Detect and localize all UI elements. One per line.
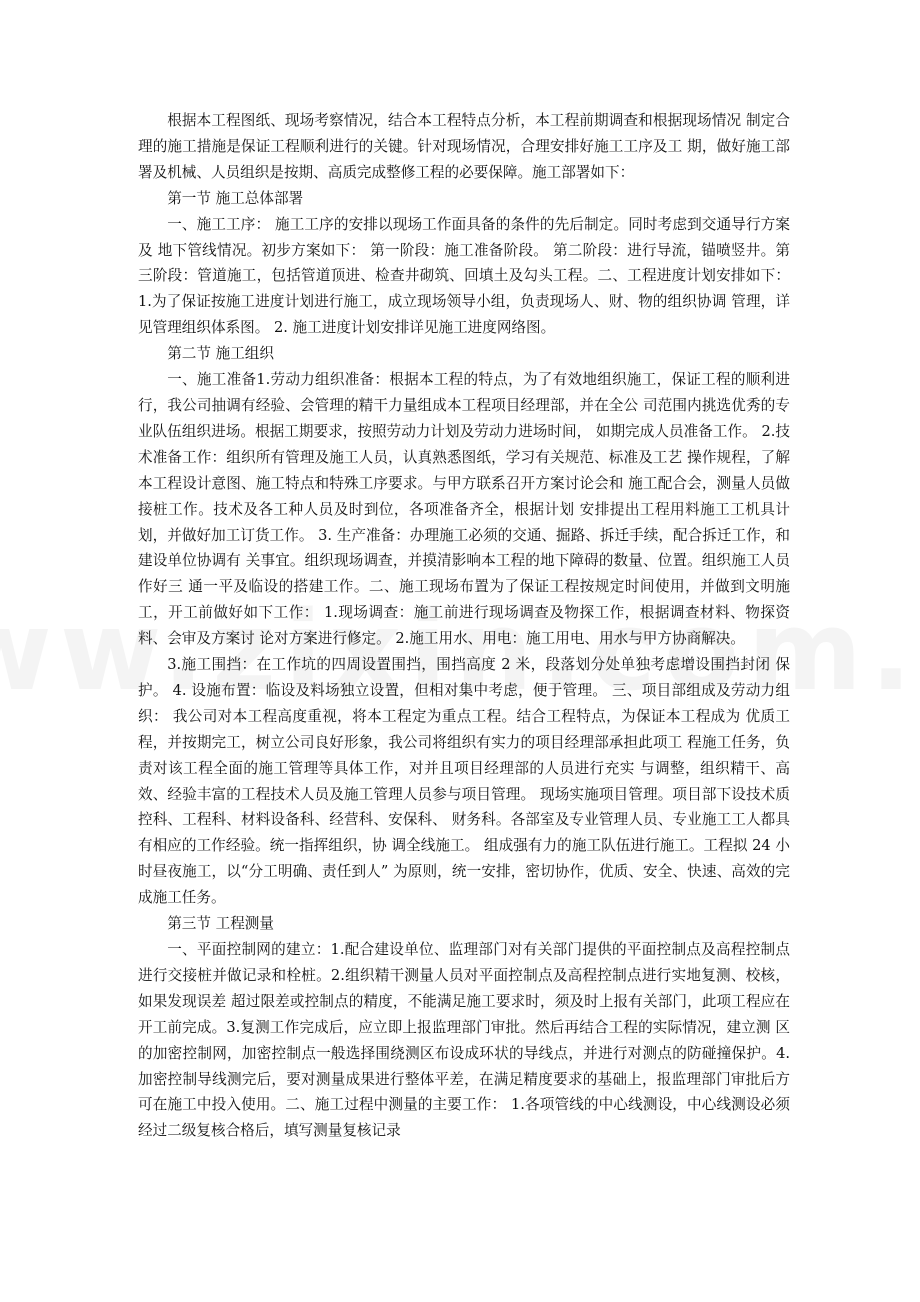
intro-paragraph: 根据本工程图纸、现场考察情况，结合本工程特点分析，本工程前期调查和根据现场情况 制定合理的施工措施是保证工程顺利进行的关键。针对现场情况，合理安排好施工工序及工 期，做好施工部署及机械、人员组织是按期、高质完成整修工程的必要保障。施工部署如下： — [138, 112, 790, 181]
section-2-paragraph-1: 一、施工准备1.劳动力组织准备：根据本工程的特点，为了有效地组织施工，保证工程的顺利进行，我公司抽调有经验、会管理的精干力量组成本工程项目经理部，并在全公 司范围内挑选优秀的专业队伍组织进场。根据工期要求，按照劳动力计划及劳动力进场时间， 如期完成人员准备工作。 2.技术准备工作：组织所有管理及施工人员，认真熟悉图纸，学习有关规范、标准及工艺 操作规程，了解本工程设计意图、施工特点和特殊工序要求。与甲方联系召开方案讨论会和 施工配合会，测量人员做接桩工作。技术及各工种人员及时到位，各项准备齐全，根据计划 安排提出工程用料施工工机具计划，并做好加工订货工作。 3. 生产准备：办理施工必须的交通、掘路、拆迁手续，配合拆迁工作，和建设单位协调有 关事宜。组织现场调查，并摸清影响本工程的地下障碍的数量、位置。组织施工人员作好三 通一平及临设的搭建工作。二、施工现场布置为了保证工程按规定时间使用，并做到文明施工，开工前做好如下工作： 1.现场调查：施工前进行现场调查及物探工作，根据调查材料、物探资料、会审及方案讨 论对方案进行修定。 2.施工用水、用电：施工用电、用水与甲方协商解决。 — [138, 371, 790, 648]
section-2-paragraph-2: 3.施工围挡：在工作坑的四周设置围挡，围挡高度 2 米，段落划分处单独考虑增设围挡封闭 保护。 4. 设施布置：临设及料场独立设置，但相对集中考虑，便于管理。 三、项目部组成及劳动力组织： 我公司对本工程高度重视，将本工程定为重点工程。结合工程特点，为保证本工程成为 优质工程，并按期完工，树立公司良好形象，我公司将组织有实力的项目经理部承担此项工 程施工任务，负责对该工程全面的施工管理等具体工作，对并且项目经理部的人员进行充实 与调整，组织精干、高效、经验丰富的工程技术人员及施工管理人员参与项目管理。 现场实施项目管理。项目部下设技术质控科、工程科、材料设备科、经营科、安保科、 财务科。各部室及专业管理人员、专业施工工人都具有相应的工作经验。统一指挥组织，协 调全线施工。 组成强有力的施工队伍进行施工。工程拟 24 小时昼夜施工，以“分工明确、责任到人” 为原则，统一安排，密切协作，优质、安全、快速、高效的完成施工任务。 — [138, 656, 790, 907]
section-3-heading: 第三节 工程测量 — [167, 915, 274, 933]
document-body — [138, 108, 790, 1144]
section-1-heading: 第一节 施工总体部署 — [167, 189, 304, 207]
section-1-paragraph: 一、施工工序： 施工工序的安排以现场工作面具备的条件的先后制定。同时考虑到交通导行方案及 地下管线情况。初步方案如下： 第一阶段：施工准备阶段。 第二阶段：进行导流，锚喷竖井。第三阶段：管道施工，包括管道顶进、检查井砌筑、回填土及勾头工程。二、工程进度计划安排如下：1.为了保证按施工进度计划进行施工，成立现场领导小组，负责现场人、财、物的组织协调 管理，详见管理组织体系图。 2. 施工进度计划安排详见施工进度网络图。 — [138, 215, 790, 337]
section-2-heading: 第二节 施工组织 — [167, 345, 274, 363]
section-3-paragraph: 一、平面控制网的建立：1.配合建设单位、监理部门对有关部门提供的平面控制点及高程控制点进行交接桩并做记录和栓桩。2.组织精干测量人员对平面控制点及高程控制点进行实地复测、校核，如果发现误差 超过限差或控制点的精度，不能满足施工要求时，须及时上报有关部门，此项工程应在开工前完成。3.复测工作完成后，应立即上报监理部门审批。然后再结合工程的实际情况，建立测 区的加密控制网，加密控制点一般选择围绕测区布设成环状的导线点，并进行对测点的防碰撞保护。4.加密控制导线测完后，要对测量成果进行整体平差，在满足精度要求的基础上，报监理部门审批后方可在施工中投入使用。二、施工过程中测量的主要工作： 1.各项管线的中心线测设，中心线测设必须经过二级复核合格后，填写测量复核记录 — [138, 941, 790, 1140]
